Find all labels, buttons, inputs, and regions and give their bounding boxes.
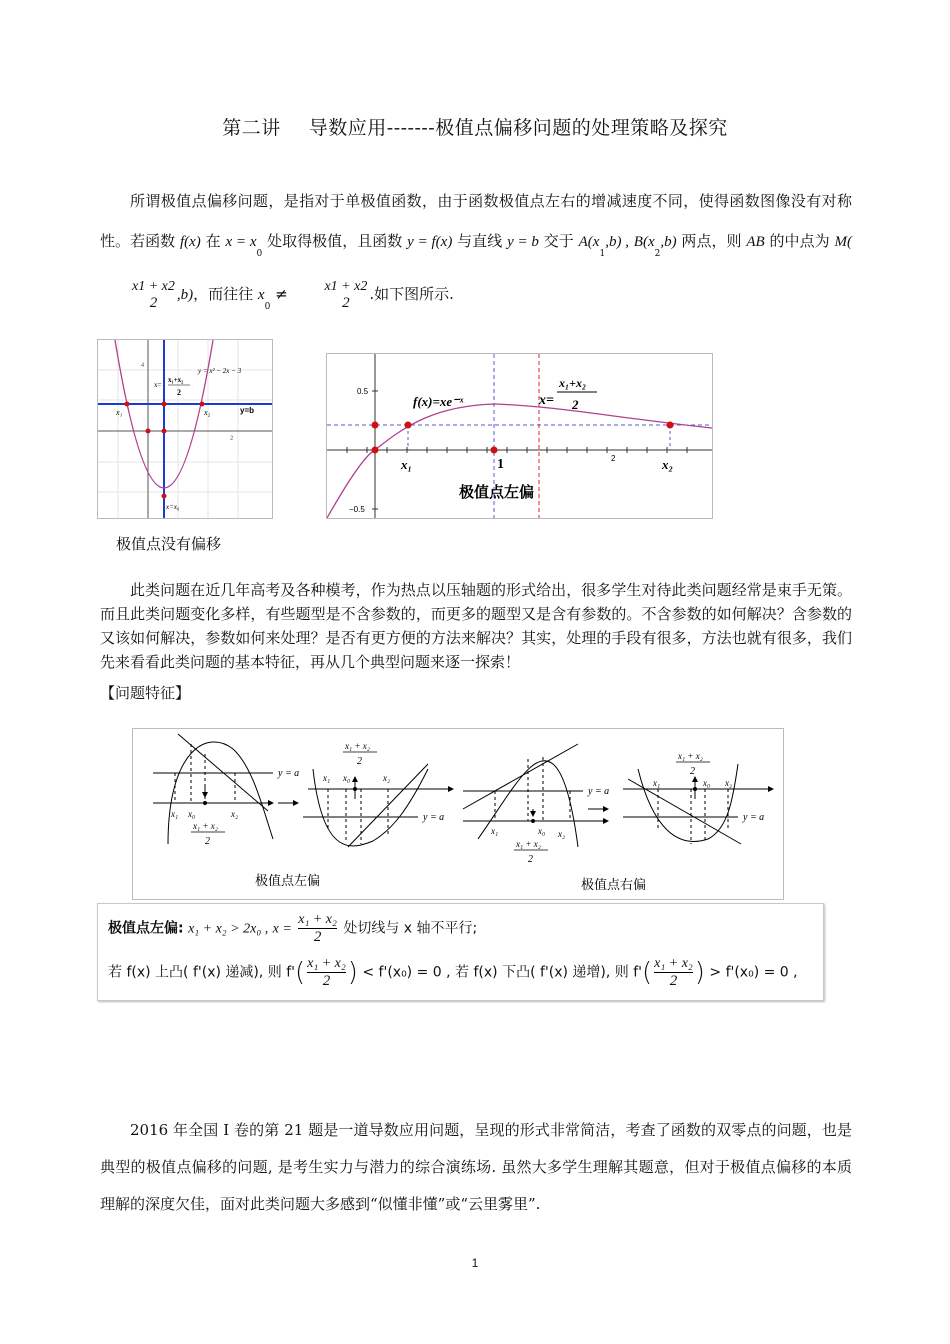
fig2-one: 1 xyxy=(497,457,504,472)
fig3-p2-x2: x₂ xyxy=(383,773,391,783)
fig3-p4-num: x₁ + x₂ xyxy=(678,751,703,761)
figure-left-offset xyxy=(326,353,713,519)
math-x-eq-x0: x = x xyxy=(225,234,257,250)
fig2-mid-num: x₁+x₂ xyxy=(559,376,587,390)
fig3-caption-right: 极值点右偏 xyxy=(581,878,647,893)
left-offset-conditions xyxy=(97,903,824,1001)
conditions-row-1 xyxy=(108,912,477,945)
intro-paragraph: 所谓极值点偏移问题，是指对于单极值函数，由于函数极值点左右的增减速度不同，使得函数图像没有对称性。若函数 f(x) 在 $x = x_0$ 处取得极值，且函数 y = f(x) 与直线 y = b 交于 $A(x_1,b)$ , $B(x_2,b)$ 两点，则 AB 的中点为 M( x1 + x2 2 ,b)，而往往 $x_0$ ≠ x1 + x2 2 .如下图所示. xyxy=(100,192,852,312)
math-point-b: B(x xyxy=(633,234,655,250)
conditions-fraction-3: $\frac{\text{x₁ + x₂}}{2}$ xyxy=(654,956,693,989)
title-lecture: 第二讲 xyxy=(222,117,281,139)
fig3-p3-x2: x₂ xyxy=(558,829,566,839)
fig3-p3-ya: y = a xyxy=(588,786,610,797)
intro-text-h: ，而往往 xyxy=(193,285,254,303)
math-x0: x xyxy=(257,287,265,303)
conditions-fraction: $\frac{\text{x₁ + x₂}}{2}$ xyxy=(298,912,337,945)
fig1-tick-4: 4 xyxy=(141,363,145,369)
math-point-b-end: ,b) xyxy=(660,234,677,250)
figure-no-offset-caption: 极值点没有偏移 xyxy=(116,535,222,553)
fig1-x2: x₂ xyxy=(204,408,211,417)
fig3-p1-x0: x₀ xyxy=(188,809,196,819)
title-topic: 导数应用-------极值点偏移问题的处理策略及探究 xyxy=(308,117,728,139)
fig3-p2-num: x₁ + x₂ xyxy=(345,741,370,751)
parabola-equation-label: y = x² − 2x − 3 xyxy=(198,367,242,375)
fig1-yb-label: y=b xyxy=(240,406,255,415)
fig1-mid-den: 2 xyxy=(177,388,181,397)
fig2-func-label: f(x)=xe⁻ˣ xyxy=(413,394,464,409)
math-ab: AB xyxy=(746,234,765,250)
math-y-b: y = b xyxy=(507,234,539,250)
math-sub0: 0 xyxy=(256,249,263,259)
intro-text-i: .如下图所示. xyxy=(369,285,454,303)
fig3-p1-x2: x₂ xyxy=(231,809,239,819)
intro-text-g: 的中点为 xyxy=(769,232,830,250)
fig2-x1: x₁ xyxy=(401,457,413,472)
xe-graph xyxy=(327,354,712,518)
features-graph xyxy=(133,729,783,899)
math-sub2: 2 xyxy=(654,249,661,259)
intro-text-b: 在 xyxy=(205,232,221,250)
fig3-p1-num: x₁ + x₂ xyxy=(193,821,218,831)
fig2-tick-m05: −0.5 xyxy=(349,505,365,514)
fig3-p2-den: 2 xyxy=(357,756,362,767)
fig3-p2-ya: y = a xyxy=(423,812,445,823)
conditions-inequality: x₁ + x₂ > 2x₀ , xyxy=(188,921,269,937)
fig1-x0-label: x=x₀ xyxy=(166,503,180,511)
math-midpoint-fraction-2: x1 + x2 2 xyxy=(324,279,368,311)
intro-text-c: 处取得极值，且函数 xyxy=(267,232,403,250)
fig1-tick-2: 2 xyxy=(230,436,234,442)
conditions-label: 极值点左偏: xyxy=(108,920,184,937)
fig3-p3-x0: x₀ xyxy=(538,826,546,836)
fig3-p2-x1: x₁ xyxy=(323,773,331,783)
page-title xyxy=(0,113,950,140)
fig2-tick-2: 2 xyxy=(611,454,616,463)
intro-text-d: 与直线 xyxy=(457,232,503,250)
math-m-end: ,b) xyxy=(176,287,194,303)
fig3-p4-x1: x₁ xyxy=(653,778,661,788)
fig1-x1: x₁ xyxy=(116,408,123,417)
conditions-line2-a: 若 f(x) 上凸( f'(x) 递减), 则 f' xyxy=(108,964,295,981)
fig2-tick-05: 0.5 xyxy=(357,387,369,396)
fig1-xeq: x= xyxy=(154,381,162,389)
math-neq: ≠ xyxy=(275,285,288,303)
fig2-x2: x₂ xyxy=(662,457,674,472)
parabola-graph xyxy=(98,340,272,518)
math-midpoint-fraction: x1 + x2 2 xyxy=(132,279,175,311)
fig3-caption-left: 极值点左偏 xyxy=(255,874,321,889)
math-point-a: A(x xyxy=(578,234,600,250)
fig2-mid-den: 2 xyxy=(572,397,579,412)
math-fx: f(x) xyxy=(179,234,201,250)
fig3-p4-x2: x₂ xyxy=(725,778,733,788)
conditions-row-2: 若 f(x) 上凸( f'(x) 递减), 则 f'( $\frac{\text{x₁ + x₂}}{2}$ ) < f'(x₀) = 0 , 若 f(x) 下凸( f'(x) 递增), 则 f'( $\frac{\text{x₁ + x₂}}{2}$ ) > f'(x₀) = 0 , xyxy=(108,956,798,989)
page-number: 1 xyxy=(471,1256,479,1270)
section-heading: 【问题特征】 xyxy=(100,684,191,702)
math-y-fx: y = f(x) xyxy=(407,234,453,250)
fig3-p1-den: 2 xyxy=(205,836,210,847)
fig3-p1-ya: y = a xyxy=(278,768,300,779)
intro-text-e: 交于 xyxy=(543,232,574,250)
problem-paragraph: 此类问题在近几年高考及各种模考，作为热点以压轴题的形式给出，很多学生对待此类问题经常是束手无策。而且此类问题变化多样，有些题型是不含参数的，而更多的题型又是含有参数的。不含参数的如何解决？含参数的又该如何解决，参数如何来处理？是否有更方便的方法来解决？其实，处理的手段有很多，方法也就有很多，我们先来看看此类问题的基本特征，再从几个典型问题来逐一探索！ xyxy=(100,581,852,671)
figure-features xyxy=(132,728,784,900)
conditions-fraction-2: $\frac{\text{x₁ + x₂}}{2}$ xyxy=(307,956,346,989)
figure-no-offset xyxy=(97,339,273,519)
fig3-p1-x1: x₁ xyxy=(171,809,179,819)
fig3-p3-den: 2 xyxy=(528,854,533,865)
fig2-mid-prefix: x= xyxy=(539,393,554,408)
fig2-caption: 极值点左偏 xyxy=(459,483,535,501)
fig3-p4-ya: y = a xyxy=(743,812,765,823)
conditions-tangent: 处切线与 x 轴不平行; xyxy=(343,920,478,937)
fig3-p4-den: 2 xyxy=(690,766,695,777)
conditions-xeq: x = xyxy=(272,921,292,937)
intro-text-a: 所谓极值点偏移问题，是指对于单极值函数，由于函数极值点左右的增减速度不同，使得函数图像没有对称性。若函数 xyxy=(100,192,852,250)
fig3-p4-x0: x₀ xyxy=(703,778,711,788)
fig3-p3-num: x₁ + x₂ xyxy=(516,839,541,849)
fig3-p2-x0: x₀ xyxy=(343,773,351,783)
fig3-p3-x1: x₁ xyxy=(491,826,499,836)
math-point-a-end: ,b) , xyxy=(605,234,629,250)
math-m: M( xyxy=(834,234,852,250)
math-sub1: 1 xyxy=(599,249,606,259)
fig1-mid-num: x₁+x₂ xyxy=(168,376,184,384)
exam-paragraph: 2016 年全国 I 卷的第 21 题是一道导数应用问题，呈现的形式非常简洁，考查了函数的双零点的问题，也是典型的极值点偏移的问题, 是考生实力与潜力的综合演练场. 虽然大多学生理解其题意，但对于极值点偏移的本质理解的深度欠佳，面对此类问题大多感到“似懂非懂”或“云里雾里”. xyxy=(100,1121,852,1213)
intro-text-f: 两点，则 xyxy=(681,232,742,250)
conditions-line2-c: > f'(x₀) = 0 , xyxy=(709,964,798,981)
conditions-line2-b: < f'(x₀) = 0 , 若 f(x) 下凸( f'(x) 递增), 则 f' xyxy=(362,964,643,981)
